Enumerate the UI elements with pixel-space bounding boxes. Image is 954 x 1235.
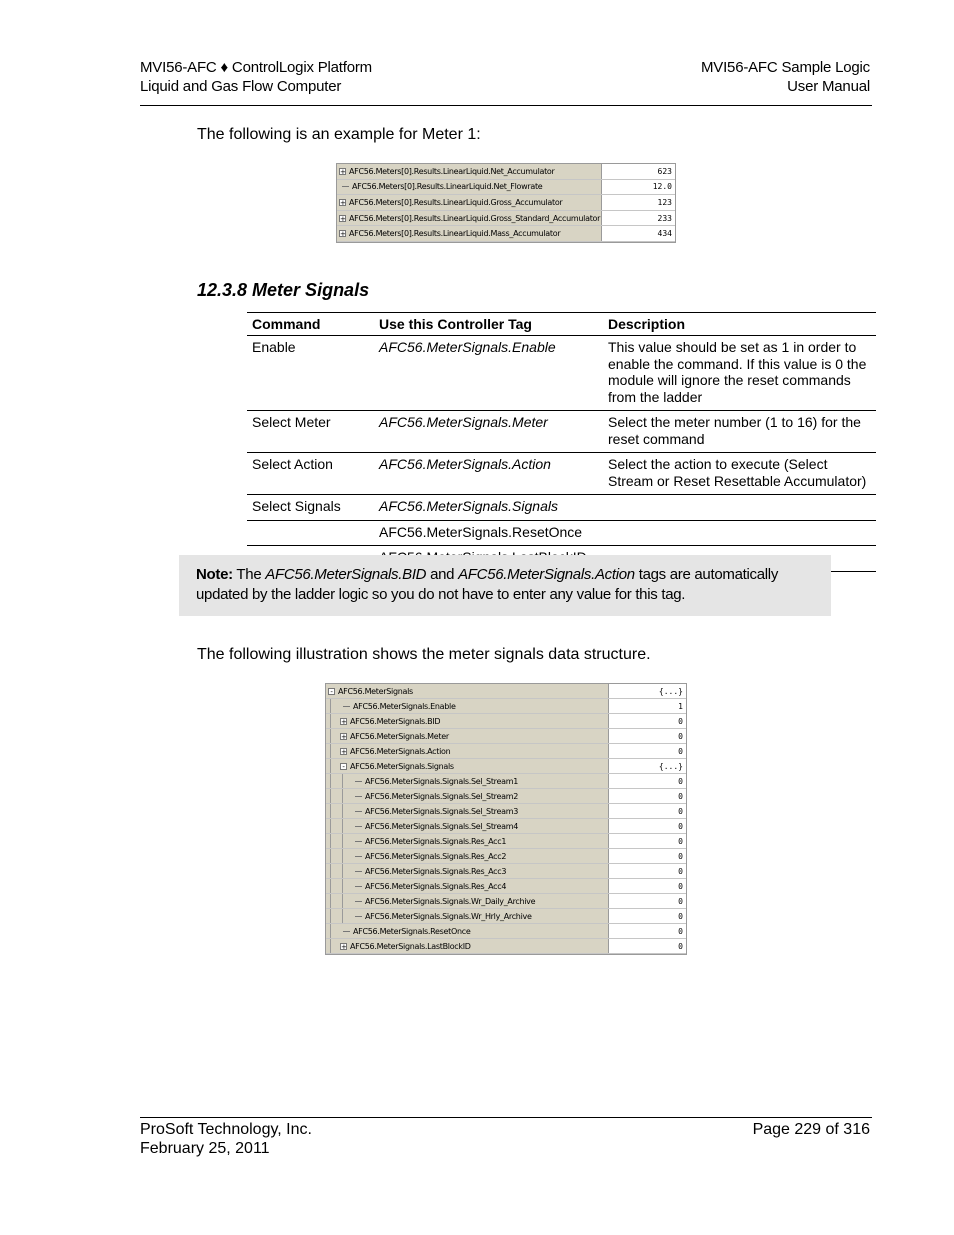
tree-row-name-cell xyxy=(326,744,609,758)
tag-name: AFC56.MeterSignals.Signals.Sel_Stream3 xyxy=(365,806,518,816)
tree-row-name-cell xyxy=(337,180,602,195)
note-tag-bid: AFC56.MeterSignals.BID xyxy=(265,566,427,583)
section-title: 12.3.8 Meter Signals xyxy=(197,280,370,300)
cell-description: Select the action to execute (Select Stream or Reset Resettable Accumulator) xyxy=(603,453,876,495)
tag-value[interactable]: 0 xyxy=(678,731,683,741)
tag-value[interactable]: 0 xyxy=(678,941,683,951)
tag-value[interactable]: 0 xyxy=(678,926,683,936)
tree-row-name-cell xyxy=(326,849,609,863)
tag-name: AFC56.MeterSignals.Signals xyxy=(350,761,454,771)
tree-guide-line xyxy=(330,909,340,923)
tree-guide-line xyxy=(330,789,340,803)
collapse-icon[interactable]: - xyxy=(328,688,335,695)
tag-name: AFC56.MeterSignals.Signals.Res_Acc2 xyxy=(365,851,507,861)
tag-value[interactable]: 0 xyxy=(678,716,683,726)
tree-guide-line xyxy=(342,774,352,788)
tag-name: AFC56.MeterSignals.Signals.Sel_Stream1 xyxy=(365,776,518,786)
tree-leaf-connector xyxy=(355,856,362,857)
collapse-icon[interactable]: - xyxy=(340,763,347,770)
cell-description: This value should be set as 1 in order to enable the command. If this value is 0 the module will ignore the reset commands from the ladder xyxy=(603,336,876,411)
tag-value[interactable]: 0 xyxy=(678,911,683,921)
tree-row[interactable] xyxy=(326,744,686,759)
expand-icon[interactable]: + xyxy=(341,732,347,741)
tag-value[interactable]: 0 xyxy=(678,746,683,756)
tree-row-name-cell xyxy=(326,879,609,893)
tree-row-name-cell xyxy=(326,939,609,953)
table-row xyxy=(247,411,876,453)
meter1-tag-screenshot xyxy=(336,163,676,243)
tree-guide-line xyxy=(330,819,340,833)
page-header-left xyxy=(140,58,372,96)
tree-guide-line xyxy=(330,714,340,728)
table-row xyxy=(247,336,876,411)
tree-guide-line xyxy=(330,939,340,953)
tree-row[interactable] xyxy=(326,684,686,699)
tree-leaf-connector xyxy=(355,871,362,872)
note-text-b: and xyxy=(426,566,459,583)
tree-row-name-cell xyxy=(337,164,602,179)
tree-row[interactable] xyxy=(326,714,686,729)
tag-name: AFC56.MeterSignals xyxy=(338,686,413,696)
tree-row[interactable] xyxy=(337,180,675,196)
column-header-description: Description xyxy=(603,313,876,336)
cell-description xyxy=(603,495,876,521)
tag-name: AFC56.MeterSignals.BID xyxy=(350,716,441,726)
page-footer-left xyxy=(140,1120,312,1158)
tree-row-name-cell xyxy=(326,789,609,803)
tree-guide-line xyxy=(342,819,352,833)
table-row xyxy=(247,495,876,521)
tag-value[interactable]: 0 xyxy=(678,791,683,801)
table-header-row xyxy=(247,313,876,336)
header-subtitle: Liquid and Gas Flow Computer xyxy=(140,78,342,95)
tree-row-name-cell xyxy=(337,195,602,210)
tag-value[interactable]: 12.0 xyxy=(652,182,672,192)
tree-row[interactable] xyxy=(326,909,686,924)
tree-guide-line xyxy=(330,879,340,893)
tree-row-name-cell xyxy=(326,909,609,923)
tag-value[interactable]: {...} xyxy=(658,761,683,771)
tree-leaf-connector xyxy=(355,901,362,902)
cell-command: Select Meter xyxy=(247,411,374,453)
tree-row-name-cell xyxy=(326,924,609,938)
tree-guide-line xyxy=(342,894,352,908)
tree-leaf-connector xyxy=(355,811,362,812)
tag-name: AFC56.MeterSignals.Enable xyxy=(353,701,456,711)
tag-value[interactable]: 0 xyxy=(678,806,683,816)
tree-guide-line xyxy=(342,879,352,893)
expand-icon[interactable]: + xyxy=(340,167,346,176)
header-rule xyxy=(140,105,872,106)
tree-guide-line xyxy=(342,864,352,878)
tree-guide-line xyxy=(342,909,352,923)
tree-row[interactable] xyxy=(326,849,686,864)
cell-tag: AFC56.MeterSignals.Action xyxy=(374,453,603,495)
tree-guide-line xyxy=(330,834,340,848)
footer-date: February 25, 2011 xyxy=(140,1140,270,1157)
tree-row-name-cell xyxy=(326,774,609,788)
cell-tag: AFC56.MeterSignals.ResetOnce xyxy=(374,520,603,546)
column-header-command: Command xyxy=(247,313,374,336)
tree-row[interactable] xyxy=(326,879,686,894)
tag-name: AFC56.MeterSignals.ResetOnce xyxy=(353,926,471,936)
tag-name: AFC56.Meters[0].Results.LinearLiquid.Mass_Accumulator xyxy=(349,229,561,239)
tree-row[interactable] xyxy=(326,729,686,744)
tree-guide-line xyxy=(330,699,340,713)
note-text-c: tags are automatically updated by the ladder logic so you do not have to enter any value for this tag. xyxy=(196,566,779,603)
tree-row[interactable] xyxy=(326,819,686,834)
tag-name: AFC56.MeterSignals.Signals.Res_Acc3 xyxy=(365,866,507,876)
tree-row[interactable] xyxy=(326,699,686,714)
cell-command: Select Action xyxy=(247,453,374,495)
tag-name: AFC56.MeterSignals.Signals.Wr_Hrly_Archive xyxy=(365,911,532,921)
tree-leaf-connector xyxy=(343,706,350,707)
expand-icon[interactable]: + xyxy=(340,198,346,207)
column-header-tag: Use this Controller Tag xyxy=(374,313,603,336)
tree-row-name-cell xyxy=(337,226,602,241)
expand-icon[interactable]: + xyxy=(341,747,347,756)
cell-command: Select Signals xyxy=(247,495,374,521)
tag-name: AFC56.Meters[0].Results.LinearLiquid.Net_Flowrate xyxy=(352,182,543,192)
cell-tag: AFC56.MeterSignals.Enable xyxy=(374,336,603,411)
illustration-intro: The following illustration shows the meter signals data structure. xyxy=(197,646,651,663)
cell-tag: AFC56.MeterSignals.Signals xyxy=(374,495,603,521)
tag-value[interactable]: 434 xyxy=(657,229,672,239)
tree-leaf-connector xyxy=(342,186,349,187)
tag-name: AFC56.MeterSignals.Signals.Wr_Daily_Archive xyxy=(365,896,536,906)
expand-icon[interactable]: + xyxy=(341,942,347,951)
tag-name: AFC56.MeterSignals.Signals.Res_Acc1 xyxy=(365,836,507,846)
tag-name: AFC56.Meters[0].Results.LinearLiquid.Gross_Accumulator xyxy=(349,197,563,207)
tree-guide-line xyxy=(330,774,340,788)
tree-leaf-connector xyxy=(343,931,350,932)
tree-guide-line xyxy=(342,789,352,803)
tag-value[interactable]: 0 xyxy=(678,851,683,861)
tag-name: AFC56.MeterSignals.Signals.Res_Acc4 xyxy=(365,881,507,891)
header-manual: User Manual xyxy=(787,78,870,95)
cell-description xyxy=(603,520,876,546)
intro-paragraph: The following is an example for Meter 1: xyxy=(197,126,481,143)
tree-row-name-cell xyxy=(326,759,609,773)
tree-row[interactable] xyxy=(326,804,686,819)
tree-row-name-cell xyxy=(326,804,609,818)
tree-row-name-cell xyxy=(326,699,609,713)
tree-guide-line xyxy=(330,849,340,863)
tree-row[interactable] xyxy=(337,195,675,211)
table-row xyxy=(247,520,876,546)
tag-value[interactable]: {...} xyxy=(658,686,683,696)
tag-value[interactable]: 1 xyxy=(678,701,683,711)
cell-description: Select the meter number (1 to 16) for the reset command xyxy=(603,411,876,453)
expand-icon[interactable]: + xyxy=(340,214,346,223)
tree-guide-line xyxy=(342,849,352,863)
tree-leaf-connector xyxy=(355,886,362,887)
expand-icon[interactable]: + xyxy=(340,230,346,239)
footer-company: ProSoft Technology, Inc. xyxy=(140,1121,312,1138)
header-chapter: MVI56-AFC Sample Logic xyxy=(700,59,870,76)
note-tag-action: AFC56.MeterSignals.Action xyxy=(458,566,635,583)
tag-value[interactable]: 0 xyxy=(678,896,683,906)
tree-row[interactable] xyxy=(326,864,686,879)
note-box xyxy=(179,555,831,616)
tree-guide-line xyxy=(330,744,340,758)
tag-value[interactable]: 233 xyxy=(657,213,672,223)
header-product: MVI56-AFC ♦ ControlLogix Platform xyxy=(140,59,372,76)
cell-tag: AFC56.MeterSignals.Meter xyxy=(374,411,603,453)
tree-leaf-connector xyxy=(355,796,362,797)
tag-name: AFC56.MeterSignals.LastBlockID xyxy=(350,941,471,951)
tree-row[interactable] xyxy=(326,834,686,849)
tag-name: AFC56.MeterSignals.Signals.Sel_Stream2 xyxy=(365,791,518,801)
tree-row[interactable] xyxy=(337,211,675,227)
tag-value[interactable]: 0 xyxy=(678,866,683,876)
note-text-a: The xyxy=(232,566,266,583)
footer-rule xyxy=(140,1117,872,1118)
footer-page-number: Page 229 of 316 xyxy=(752,1121,870,1138)
tree-leaf-connector xyxy=(355,826,362,827)
meter-signals-structure-screenshot xyxy=(325,683,687,955)
tree-row[interactable] xyxy=(326,939,686,954)
tree-leaf-connector xyxy=(355,916,362,917)
page-header-right xyxy=(701,58,870,96)
tree-row[interactable] xyxy=(337,226,675,242)
tag-value[interactable]: 0 xyxy=(678,881,683,891)
tag-name: AFC56.Meters[0].Results.LinearLiquid.Gross_Standard_Accumulator xyxy=(349,213,601,223)
tree-row-name-cell xyxy=(337,211,602,226)
tree-row[interactable] xyxy=(326,894,686,909)
tree-row-name-cell xyxy=(326,864,609,878)
expand-icon[interactable]: + xyxy=(341,717,347,726)
page-footer-right xyxy=(753,1120,870,1139)
tree-row-name-cell xyxy=(326,819,609,833)
tree-row-name-cell xyxy=(326,684,609,698)
tree-row-name-cell xyxy=(326,729,609,743)
cell-command xyxy=(247,520,374,546)
tree-guide-line xyxy=(330,804,340,818)
tree-row-name-cell xyxy=(326,834,609,848)
tree-row-name-cell xyxy=(326,894,609,908)
tag-value[interactable]: 123 xyxy=(657,197,672,207)
tree-guide-line xyxy=(330,864,340,878)
tree-guide-line xyxy=(342,834,352,848)
tree-guide-line xyxy=(330,894,340,908)
tag-name: AFC56.MeterSignals.Meter xyxy=(350,731,449,741)
tree-row[interactable] xyxy=(326,924,686,939)
tree-leaf-connector xyxy=(355,841,362,842)
tag-value[interactable]: 0 xyxy=(678,776,683,786)
tag-name: AFC56.MeterSignals.Action xyxy=(350,746,451,756)
tag-name: AFC56.Meters[0].Results.LinearLiquid.Net_Accumulator xyxy=(349,166,555,176)
tag-value[interactable]: 0 xyxy=(678,836,683,846)
tree-row-name-cell xyxy=(326,714,609,728)
meter-signals-table xyxy=(247,312,876,572)
cell-command: Enable xyxy=(247,336,374,411)
tree-row[interactable] xyxy=(326,774,686,789)
tree-guide-line xyxy=(330,729,340,743)
tree-row[interactable] xyxy=(337,164,675,180)
tree-guide-line xyxy=(330,759,340,773)
tag-value[interactable]: 0 xyxy=(678,821,683,831)
table-row xyxy=(247,453,876,495)
tree-row[interactable] xyxy=(326,789,686,804)
tree-guide-line xyxy=(330,924,340,938)
tag-name: AFC56.MeterSignals.Signals.Sel_Stream4 xyxy=(365,821,518,831)
tree-leaf-connector xyxy=(355,781,362,782)
note-label: Note: xyxy=(196,566,233,583)
tag-value[interactable]: 623 xyxy=(657,166,672,176)
tree-row[interactable] xyxy=(326,759,686,774)
tree-guide-line xyxy=(342,804,352,818)
